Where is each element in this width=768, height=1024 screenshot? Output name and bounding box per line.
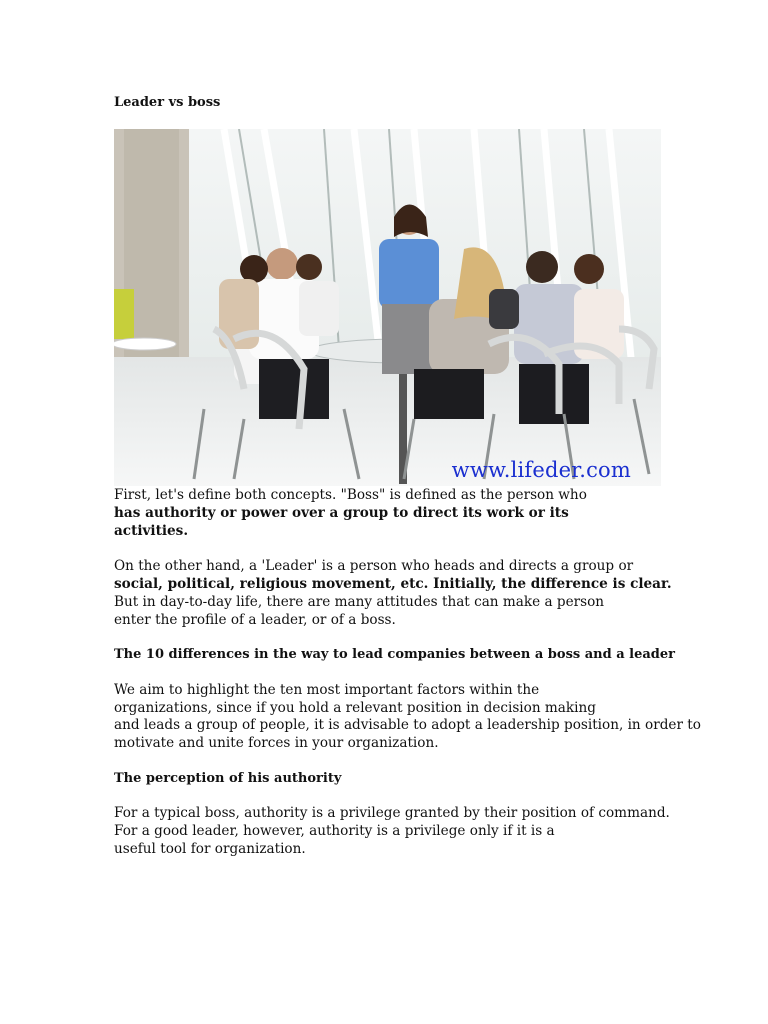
section-heading: The perception of his authority (114, 771, 342, 786)
section-heading: The 10 differences in the way to lead companies between a boss and a leader (114, 647, 676, 662)
text-line: and leads a group of people, it is advisable to adopt a leadership position, in order to (114, 717, 701, 733)
text-line: has authority or power over a group to direct its work or its (114, 505, 569, 521)
text-line: But in day-to-day life, there are many attitudes that can make a person (114, 594, 605, 610)
document-title: Leader vs boss (114, 95, 221, 110)
text-line: For a typical boss, authority is a privilege granted by their position of command. (114, 805, 670, 821)
text-line: On the other hand, a 'Leader' is a person who heads and directs a group or (114, 558, 634, 574)
text-line: organizations, since if you hold a relevant position in decision making (114, 700, 596, 716)
text-line: motivate and unite forces in your organization. (114, 735, 439, 751)
meeting-photo (114, 129, 661, 486)
text-line: enter the profile of a leader, or of a boss. (114, 612, 396, 628)
text-line: First, let's define both concepts. "Boss" is defined as the person who (114, 487, 587, 503)
text-line: We aim to highlight the ten most important factors within the (114, 682, 540, 698)
text-line: useful tool for organization. (114, 841, 306, 857)
text-line: For a good leader, however, authority is a privilege only if it is a (114, 823, 555, 839)
text-line: social, political, religious movement, etc. Initially, the difference is clear. (114, 576, 672, 592)
text-line: activities. (114, 523, 189, 539)
watermark-text: www.lifeder.com (451, 458, 631, 482)
